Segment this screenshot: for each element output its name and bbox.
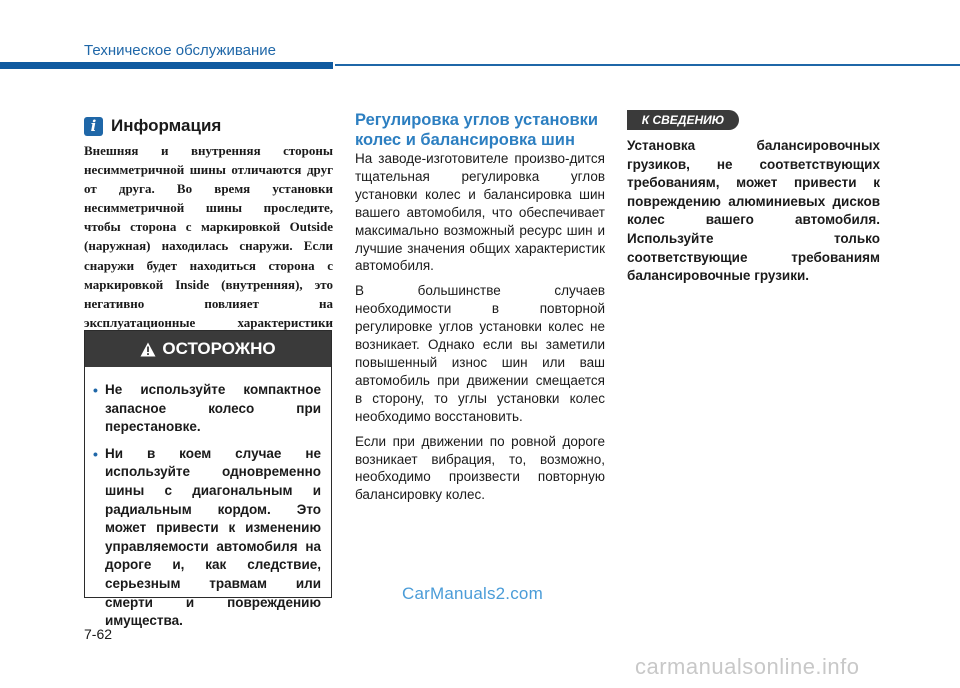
watermark-link[interactable]: CarManuals2.com <box>402 584 543 603</box>
warning-title: ОСТОРОЖНО <box>162 339 276 358</box>
page-number: 7-62 <box>84 626 113 642</box>
warning-item-text: Не используйте компактное запасное колесо при перестановке. <box>105 382 321 435</box>
warning-item: • Ни в коем случае не используйте одновременно шины с диагональным и радиальным кордом. Это может привести к изменению управляемости автомобиля на дороге и, как следствие, серьезным травмам или смерти и повреждению имущества. <box>93 445 321 629</box>
alignment-paragraph: Если при движении по ровной дороге возникает вибрация, то, возможно, необходимо произвести повторную балансировку колес. <box>355 433 605 503</box>
warning-item: • Не используйте компактное запасное колесо при перестановке. <box>93 382 321 435</box>
warning-triangle-icon <box>140 342 156 357</box>
warning-header <box>85 331 331 367</box>
warning-list <box>85 367 331 631</box>
info-heading <box>84 114 221 138</box>
warning-item-text: Ни в коем случае не используйте одновременно шины с диагональным и радиальным кордом. Это может привести к изменению управляемости автомобиля на дороге и, как следствие, серьезным травмам или смерти и повреждению имущества. <box>105 445 321 629</box>
warning-box <box>84 330 332 629</box>
notice-text: Установка балансировочных грузиков, не соответствующих требованиям, может привести к повреждению алюминиевых дисков колес вашего автомобиля. Используйте только соответствующие требованиям балансировочные грузики. <box>627 138 880 284</box>
header-rule-dark <box>0 62 333 69</box>
header-rule-light <box>335 64 960 66</box>
alignment-paragraph: На заводе-изготовителе произво-дится тщательная регулировка углов установки колес и балансировка шин вашего автомобиля, что обеспечивает максимально возможный ресурс шин и лучшие значения общих характеристик автомобиля. <box>355 151 605 274</box>
notice-badge: К СВЕДЕНИЮ <box>627 110 739 130</box>
info-title: Информация <box>111 116 222 135</box>
alignment-paragraph: В большинстве случаев необходимости в повторной регулировке углов установки колес не возникает. Однако если вы заметили повышенный износ шин или ваш автомобиль при движении смещается в сторону, то углы установки колес необходимо восстановить. <box>355 283 605 424</box>
alignment-text <box>355 150 605 511</box>
footer-watermark: carmanualsonline.info <box>635 654 860 679</box>
info-icon: i <box>84 117 103 136</box>
info-text: Внешняя и внутренняя стороны несимметричной шины отличаются друг от друга. Во время установки несимметричной шины проследите, чтобы сторона с маркировкой Outside (наружная) находилась снаружи. Если снаружи будет находиться сторона с маркировкой Inside (внутренняя), это негативно повлияет на эксплуатационные характеристики <box>84 143 333 330</box>
section-title: Техническое обслуживание <box>84 42 276 59</box>
alignment-heading: Регулировка углов установки колес и балансировка шин <box>355 111 599 149</box>
